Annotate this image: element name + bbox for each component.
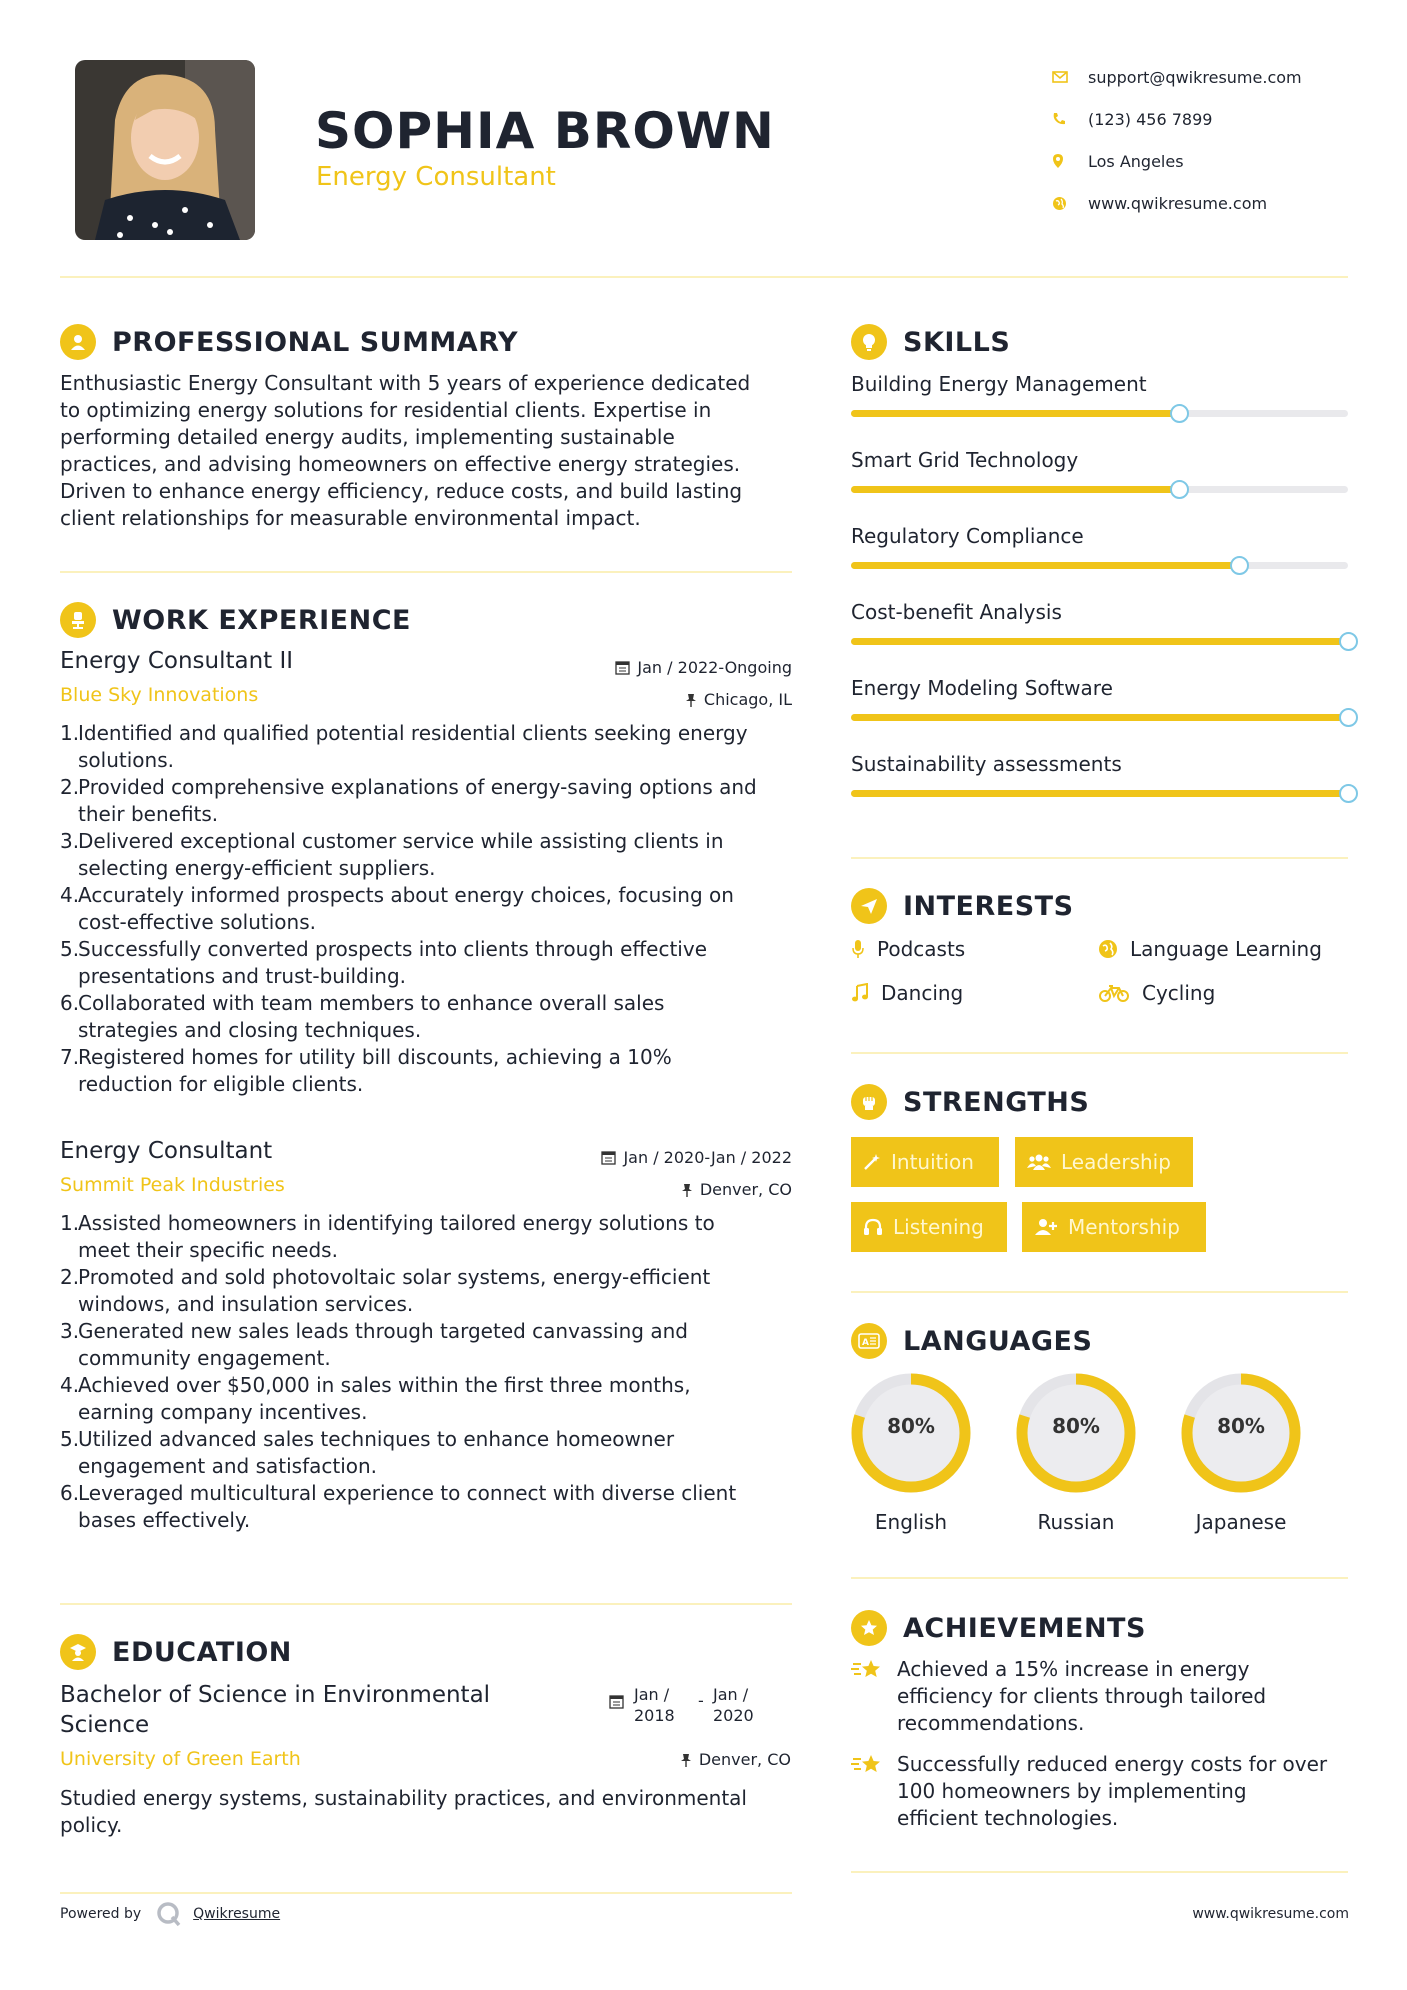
skill-track — [851, 562, 1348, 569]
globe-icon — [1052, 196, 1088, 211]
school-name: University of Green Earth — [60, 1748, 301, 1770]
interest-item: Dancing — [851, 981, 963, 1005]
strength-chip: Leadership — [1015, 1137, 1193, 1187]
skill-item: Energy Modeling Software — [851, 676, 1348, 700]
skill-fill — [851, 410, 1179, 417]
achievement-item: Achieved a 15% increase in energy efficiency for clients through tailored recommendations. — [851, 1656, 1351, 1737]
qwikresume-link[interactable]: Qwikresume — [193, 1906, 281, 1922]
skill-knob — [1339, 708, 1358, 727]
job-entry — [60, 1138, 792, 1534]
languages-heading: A LANGUAGES — [851, 1323, 1092, 1359]
users-icon — [1027, 1153, 1051, 1171]
contact-list — [1052, 56, 1302, 224]
job-title: Energy Consultant II — [60, 648, 294, 674]
list-item: 6. Leveraged multicultural experience to connect with diverse client bases effectively. — [60, 1481, 737, 1532]
education-date: Jan / 2018 - Jan / 2020 — [609, 1684, 793, 1734]
job-date: Jan / 2020-Jan / 2022 — [601, 1148, 792, 1167]
list-item: 6. Collaborated with team members to enhance overall sales strategies and closing techniques. — [60, 991, 665, 1042]
headphones-icon — [863, 1218, 883, 1236]
user-icon — [60, 324, 96, 360]
skill-knob — [1170, 404, 1189, 423]
summary-text: Enthusiastic Energy Consultant with 5 years of experience dedicated to optimizing energy solutions for residential clients. Expertise in performing detailed energy audits, implementing sustainable practices, and advising homeowners on effective energy strategies. Driven to enhance energy efficiency, reduce costs, and build lasting client relationships for measurable environmental impact. — [60, 371, 751, 530]
language-item: 80% English — [846, 1368, 976, 1534]
strengths-divider — [851, 1291, 1348, 1293]
microphone-icon — [851, 939, 865, 959]
skill-track — [851, 410, 1348, 417]
strength-chip: Intuition — [851, 1137, 999, 1187]
list-item: 2. Promoted and sold photovoltaic solar systems, energy-efficient windows, and insulation services. — [60, 1265, 711, 1316]
interest-item: Language Learning — [1098, 937, 1322, 961]
fist-icon — [851, 1084, 887, 1120]
footer-divider-left — [60, 1892, 792, 1894]
pushpin-icon — [681, 1183, 693, 1197]
skill-item: Sustainability assessments — [851, 752, 1348, 776]
job-duties — [60, 1210, 792, 1534]
user-plus-icon — [1034, 1218, 1058, 1236]
skill-item: Cost-benefit Analysis — [851, 600, 1348, 624]
magic-wand-icon — [863, 1153, 881, 1171]
job-location: Chicago, IL — [685, 690, 792, 709]
paper-plane-icon — [851, 888, 887, 924]
skills-divider — [851, 857, 1348, 859]
interest-item: Cycling — [1098, 981, 1215, 1005]
skill-knob — [1339, 784, 1358, 803]
location-pin-icon — [1052, 153, 1088, 169]
envelope-icon — [1052, 71, 1088, 83]
summary-heading: PROFESSIONAL SUMMARY — [60, 324, 518, 360]
footer-powered-by: Powered by Qwikresume — [60, 1900, 280, 1928]
job-entry — [60, 648, 792, 1098]
globe-icon — [1098, 939, 1118, 959]
skill-track — [851, 790, 1348, 797]
qwikresume-logo-icon — [155, 1900, 183, 1928]
bicycle-icon — [1098, 983, 1130, 1003]
language-card-icon — [851, 1323, 887, 1359]
degree-title: Bachelor of Science in Environmental Science — [60, 1682, 491, 1738]
lightbulb-icon — [851, 324, 887, 360]
star-badge-icon — [851, 1610, 887, 1646]
footer-website[interactable]: www.qwikresume.com — [1192, 1906, 1349, 1922]
calendar-icon — [615, 660, 630, 675]
contact-location: Los Angeles — [1052, 140, 1302, 182]
contact-phone[interactable]: (123) 456 7899 — [1052, 98, 1302, 140]
strengths-heading: STRENGTHS — [851, 1084, 1089, 1120]
list-item: 4. Achieved over $50,000 in sales within the first three months, earning company incentives. — [60, 1373, 691, 1424]
list-item: 3. Generated new sales leads through targeted canvassing and community engagement. — [60, 1319, 688, 1370]
contact-website[interactable]: www.qwikresume.com — [1052, 182, 1302, 224]
strength-chip: Mentorship — [1022, 1202, 1206, 1252]
job-title: Energy Consultant — [60, 1138, 273, 1164]
language-item: 80% Russian — [1011, 1368, 1141, 1534]
interests-divider — [851, 1052, 1348, 1054]
skill-fill — [851, 638, 1348, 645]
achievement-item: Successfully reduced energy costs for over 100 homeowners by implementing efficient technologies. — [851, 1751, 1351, 1832]
skill-track — [851, 486, 1348, 493]
skill-fill — [851, 714, 1348, 721]
list-item: 5. Utilized advanced sales techniques to enhance homeowner engagement and satisfaction. — [60, 1427, 675, 1478]
skill-knob — [1170, 480, 1189, 499]
education-location: Denver, CO — [680, 1750, 791, 1769]
list-item: 1. Assisted homeowners in identifying tailored energy solutions to meet their specific needs. — [60, 1211, 715, 1262]
header-divider — [60, 276, 1348, 278]
skill-item: Regulatory Compliance — [851, 524, 1348, 548]
candidate-role: Energy Consultant — [316, 162, 556, 192]
summary-divider — [60, 571, 792, 573]
languages-divider — [851, 1577, 1348, 1579]
interest-item: Podcasts — [851, 937, 965, 961]
list-item: 7. Registered homes for utility bill discounts, achieving a 10% reduction for eligible clients. — [60, 1045, 672, 1096]
list-item: 1. Identified and qualified potential residential clients seeking energy solutions. — [60, 721, 748, 772]
phone-icon — [1052, 112, 1088, 126]
list-item: 2. Provided comprehensive explanations of energy-saving options and their benefits. — [60, 775, 757, 826]
pushpin-icon — [680, 1753, 692, 1767]
language-item: 80% Japanese — [1176, 1368, 1306, 1534]
skill-knob — [1230, 556, 1249, 575]
contact-email[interactable]: support@qwikresume.com — [1052, 56, 1302, 98]
interests-heading: INTERESTS — [851, 888, 1074, 924]
shooting-star-icon — [851, 1656, 897, 1737]
work-heading: WORK EXPERIENCE — [60, 602, 411, 638]
skills-heading: SKILLS — [851, 324, 1010, 360]
job-date: Jan / 2022-Ongoing — [615, 658, 792, 677]
achievements-divider — [851, 1871, 1348, 1873]
education-description: Studied energy systems, sustainability practices, and environmental policy. — [60, 1786, 747, 1837]
skill-track — [851, 638, 1348, 645]
skill-track — [851, 714, 1348, 721]
briefcase-chair-icon — [60, 602, 96, 638]
work-divider — [60, 1603, 792, 1605]
job-location: Denver, CO — [681, 1180, 792, 1199]
achievements-heading: ACHIEVEMENTS — [851, 1610, 1146, 1646]
list-item: 3. Delivered exceptional customer service while assisting clients in selecting energy-efficient suppliers. — [60, 829, 724, 880]
skill-fill — [851, 562, 1239, 569]
list-item: 4. Accurately informed prospects about energy choices, focusing on cost-effective solutions. — [60, 883, 734, 934]
shooting-star-icon — [851, 1751, 897, 1832]
pushpin-icon — [685, 693, 697, 707]
graduate-icon — [60, 1634, 96, 1670]
svg-text:A: A — [862, 1338, 869, 1348]
skill-knob — [1339, 632, 1358, 651]
job-duties — [60, 720, 792, 1098]
music-note-icon — [851, 983, 869, 1003]
skill-fill — [851, 790, 1348, 797]
education-heading: EDUCATION — [60, 1634, 292, 1670]
skill-item: Building Energy Management — [851, 372, 1348, 396]
job-company: Blue Sky Innovations — [60, 684, 259, 706]
skill-item: Smart Grid Technology — [851, 448, 1348, 472]
calendar-icon — [601, 1150, 616, 1165]
candidate-name: SOPHIA BROWN — [315, 102, 775, 160]
skill-fill — [851, 486, 1179, 493]
profile-photo — [75, 60, 255, 240]
list-item: 5. Successfully converted prospects into clients through effective presentations and trust-building. — [60, 937, 707, 988]
calendar-icon — [609, 1694, 624, 1709]
job-company: Summit Peak Industries — [60, 1174, 285, 1196]
strength-chip: Listening — [851, 1202, 1007, 1252]
